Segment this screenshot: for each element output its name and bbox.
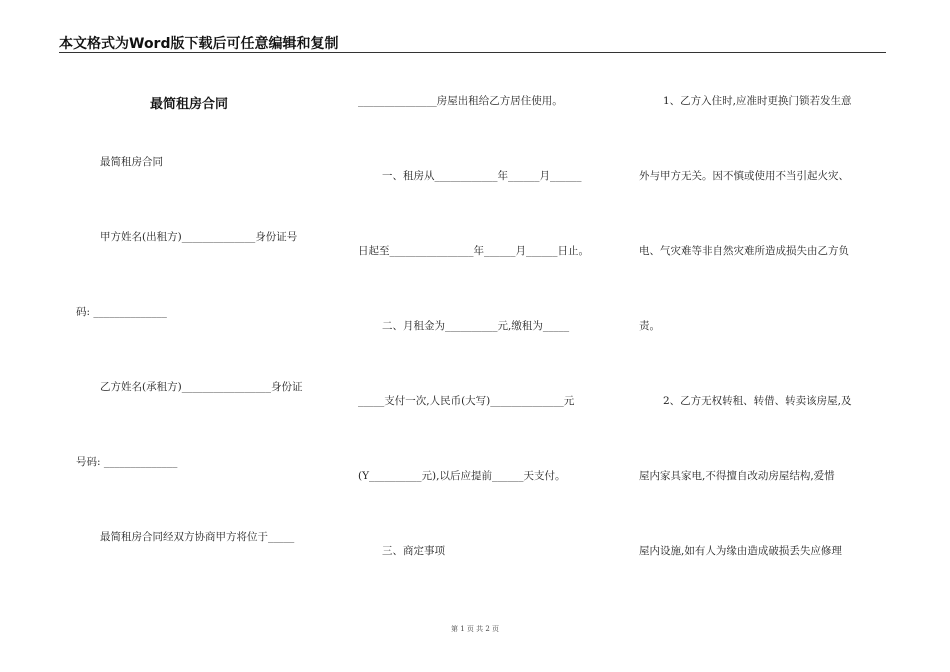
col2-line: 三、商定事项 [382,545,445,557]
col1-line: 最简租房合同经双方协商甲方将位于_____ [100,531,295,543]
col1-line: 最简租房合同 [100,156,163,168]
col2-line: 一、租房从____________年______月______ [382,170,582,182]
col3-line: 外与甲方无关。因不慎或使用不当引起火灾、 [639,170,849,182]
col3-line: 1、乙方入住时,应准时更换门锁若发生意 [663,95,852,107]
col3-line: 屋内家具家电,不得擅自改动房屋结构,爱惜 [639,470,835,482]
col2-line: _______________房屋出租给乙方居住使用。 [358,95,563,107]
col2-line: 日起至________________年______月______日止。 [358,245,589,257]
col3-line: 责。 [639,320,660,332]
col2-line: _____支付一次,人民币(大写)______________元 [358,395,575,407]
col3-line: 电、气灾难等非自然灾难所造成损失由乙方负 [639,245,849,257]
col3-line: 2、乙方无权转租、转借、转卖该房屋,及 [663,395,852,407]
col1-line: 号码: ______________ [76,456,178,468]
col1-line: 乙方姓名(承租方)_________________身份证 [100,381,303,393]
col2-line: 二、月租金为__________元,缴租为_____ [382,320,570,332]
col1-line: 甲方姓名(出租方)______________身份证号 [100,231,298,243]
header-divider [59,52,886,53]
col3-line: 屋内设施,如有人为缘由造成破损丢失应修理 [639,545,842,557]
document-title: 最简租房合同 [150,97,229,112]
page-number: 第 1 页 共 2 页 [450,625,500,633]
col1-line: 码: ______________ [76,306,167,318]
page-header-title: 本文格式为Word版下载后可任意编辑和复制 [59,36,339,52]
col2-line: (Y__________元),以后应提前______天支付。 [358,470,566,482]
